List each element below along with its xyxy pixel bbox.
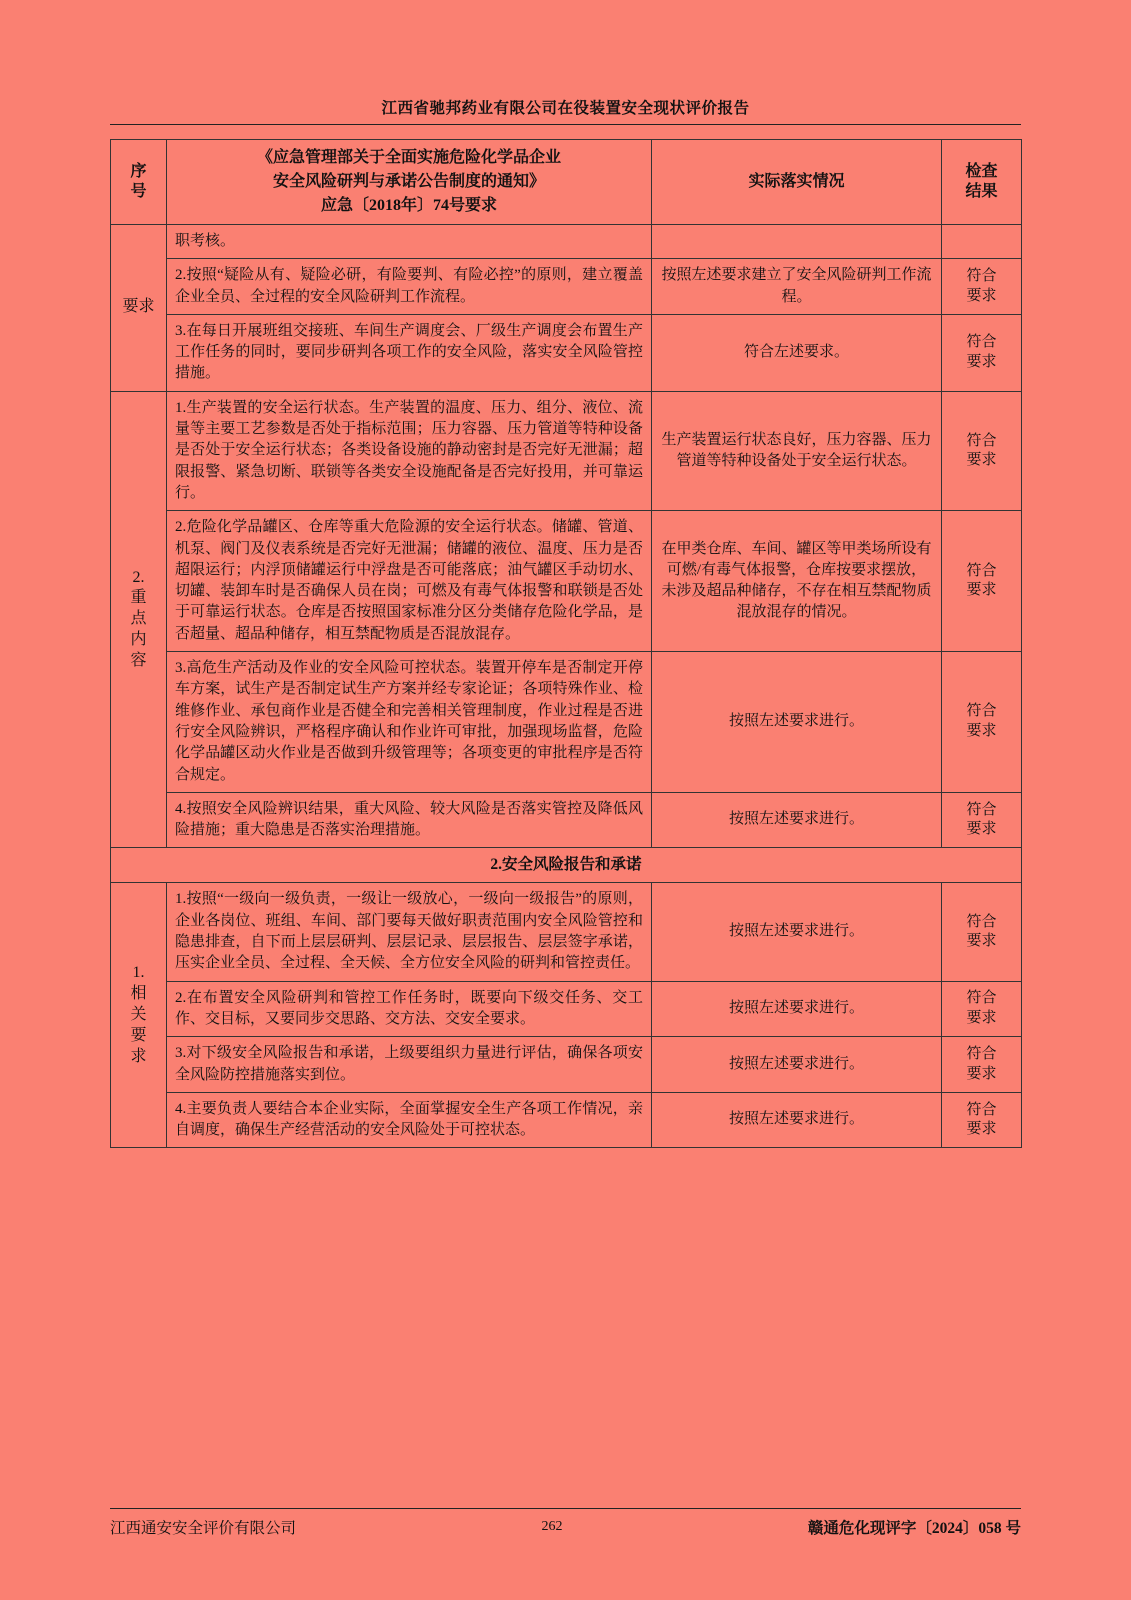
actual-text: 按照左述要求进行。 xyxy=(652,792,942,848)
header-requirement-line3: 应急〔2018年〕74号要求 xyxy=(320,197,497,214)
result-text: 符合 要求 xyxy=(942,652,1022,793)
requirement-text: 2.按照“疑险从有、疑险必研，有险要判、有险必控”的原则，建立覆盖企业全员、全过程的安全风险研判工作流程。 xyxy=(167,259,652,315)
table-row xyxy=(111,652,1022,793)
requirement-text: 2.在布置安全风险研判和管控工作任务时，既要向下级交任务、交工作、交目标，又要同步交思路、交方法、交安全要求。 xyxy=(167,981,652,1037)
footer-company: 江西通安安全评价有限公司 xyxy=(110,1520,297,1537)
header-requirement xyxy=(167,140,652,225)
group-label-requirement xyxy=(111,225,167,392)
requirement-text: 职考核。 xyxy=(167,225,652,259)
group-label-line4: 内 xyxy=(130,631,147,648)
actual-text: 按照左述要求进行。 xyxy=(652,883,942,981)
header-requirement-line1: 《应急管理部关于全面实施危险化学品企业 xyxy=(256,149,561,166)
requirement-text: 2.危险化学品罐区、仓库等重大危险源的安全运行状态。储罐、管道、机泵、阀门及仪表系统是否完好无泄漏；储罐的液位、温度、压力是否超限运行；内浮顶储罐运行中浮盘是否可能落底；油气罐区手动切水、切罐、装卸车时是否确保人员在岗；可燃及有毒气体报警和联锁是否处于可靠运行状态。仓库是否按照国家标准分区分类储存危险化学品，是否超量、超品种储存，相互禁配物质是否混放混存。 xyxy=(167,511,652,652)
table-row xyxy=(111,391,1022,510)
table-row xyxy=(111,792,1022,848)
table-row xyxy=(111,225,1022,259)
group-label-line1: 2. xyxy=(132,568,145,586)
header-requirement-line2: 安全风险研判与承诺公告制度的通知》 xyxy=(272,173,545,190)
compliance-table xyxy=(110,139,1022,1148)
actual-text: 按照左述要求建立了安全风险研判工作流程。 xyxy=(652,259,942,315)
table-row xyxy=(111,981,1022,1037)
group-label-line3: 点 xyxy=(130,610,147,628)
table-row xyxy=(111,511,1022,652)
header-seq xyxy=(111,140,167,225)
result-text: 符合 要求 xyxy=(942,1037,1022,1093)
section-title: 2.安全风险报告和承诺 xyxy=(111,848,1022,883)
actual-text: 符合左述要求。 xyxy=(652,314,942,391)
result-text: 符合 要求 xyxy=(942,391,1022,510)
group-label-line1: 要求 xyxy=(122,298,155,316)
actual-text: 在甲类仓库、车间、罐区等甲类场所设有可燃/有毒气体报警，仓库按要求摆放，未涉及超品种储存，不存在相互禁配物质混放混存的情况。 xyxy=(652,511,942,652)
table-header-row xyxy=(111,140,1022,225)
actual-text: 按照左述要求进行。 xyxy=(652,1037,942,1093)
table-row xyxy=(111,259,1022,315)
header-result-line1: 检查 xyxy=(965,163,998,180)
table-row xyxy=(111,1092,1022,1148)
group-label-related-requirement xyxy=(111,883,167,1148)
requirement-text: 3.在每日开展班组交接班、车间生产调度会、厂级生产调度会布置生产工作任务的同时，要同步研判各项工作的安全风险，落实安全风险管控措施。 xyxy=(167,314,652,391)
group-label-line5: 求 xyxy=(130,1047,147,1065)
result-text: 符合 要求 xyxy=(942,314,1022,391)
actual-text: 按照左述要求进行。 xyxy=(652,981,942,1037)
header-seq-line1: 序 xyxy=(130,163,147,180)
group-label-line2: 重 xyxy=(130,589,147,607)
header-actual: 实际落实情况 xyxy=(652,140,942,225)
table-row xyxy=(111,883,1022,981)
footer-doc-number: 赣通危化现评字〔2024〕058 号 xyxy=(807,1520,1021,1537)
result-text: 符合 要求 xyxy=(942,1092,1022,1148)
requirement-text: 3.对下级安全风险报告和承诺，上级要组织力量进行评估，确保各项安全风险防控措施落实到位。 xyxy=(167,1037,652,1093)
table-row xyxy=(111,1037,1022,1093)
footer-page-number: 262 xyxy=(541,1519,563,1534)
result-text xyxy=(942,225,1022,259)
actual-text: 生产装置运行状态良好，压力容器、压力管道等特种设备处于安全运行状态。 xyxy=(652,391,942,510)
header-result xyxy=(942,140,1022,225)
result-text: 符合 要求 xyxy=(942,511,1022,652)
requirement-text: 1.按照“一级向一级负责，一级让一级放心，一级向一级报告”的原则，企业各岗位、班组、车间、部门要每天做好职责范围内安全风险管控和隐患排查，自下而上层层研判、层层记录、层层报告、层层签字承诺，压实企业全员、全过程、全天候、全方位安全风险的研判和管控责任。 xyxy=(167,883,652,981)
table-row xyxy=(111,314,1022,391)
header-result-line2: 结果 xyxy=(965,183,998,200)
actual-text xyxy=(652,225,942,259)
page-header: 江西省驰邦药业有限公司在役装置安全现状评价报告 xyxy=(110,96,1021,125)
requirement-text: 4.主要负责人要结合本企业实际，全面掌握安全生产各项工作情况，亲自调度，确保生产经营活动的安全风险处于可控状态。 xyxy=(167,1092,652,1148)
requirement-text: 4.按照安全风险辨识结果，重大风险、较大风险是否落实管控及降低风险措施；重大隐患是否落实治理措施。 xyxy=(167,792,652,848)
group-label-key-content xyxy=(111,391,167,848)
result-text: 符合 要求 xyxy=(942,792,1022,848)
requirement-text: 3.高危生产活动及作业的安全风险可控状态。装置开停车是否制定开停车方案，试生产是否制定试生产方案并经专家论证；各项特殊作业、检维修作业、承包商作业是否健全和完善相关管理制度，作业过程是否进行安全风险辨识，严格程序确认和作业许可审批，加强现场监督，危险化学品罐区动火作业是否做到升级管理等；各项变更的审批程序是否符合规定。 xyxy=(167,652,652,793)
section-title-row xyxy=(111,848,1022,883)
page-footer xyxy=(110,1508,1021,1538)
actual-text: 按照左述要求进行。 xyxy=(652,652,942,793)
group-label-line4: 要 xyxy=(130,1026,147,1044)
group-label-line3: 关 xyxy=(130,1006,147,1023)
result-text: 符合 要求 xyxy=(942,981,1022,1037)
group-label-line5: 容 xyxy=(130,651,147,669)
requirement-text: 1.生产装置的安全运行状态。生产装置的温度、压力、组分、液位、流量等主要工艺参数是否处于指标范围；压力容器、压力管道等特种设备是否处于安全运行状态；各类设备设施的静动密封是否完好无泄漏；超限报警、紧急切断、联锁等各类安全设施配备是否完好投用，并可靠运行。 xyxy=(167,391,652,510)
result-text: 符合 要求 xyxy=(942,883,1022,981)
header-seq-line2: 号 xyxy=(130,183,147,200)
actual-text: 按照左述要求进行。 xyxy=(652,1092,942,1148)
result-text: 符合 要求 xyxy=(942,259,1022,315)
group-label-line2: 相 xyxy=(130,985,147,1003)
group-label-line1: 1. xyxy=(132,964,145,982)
